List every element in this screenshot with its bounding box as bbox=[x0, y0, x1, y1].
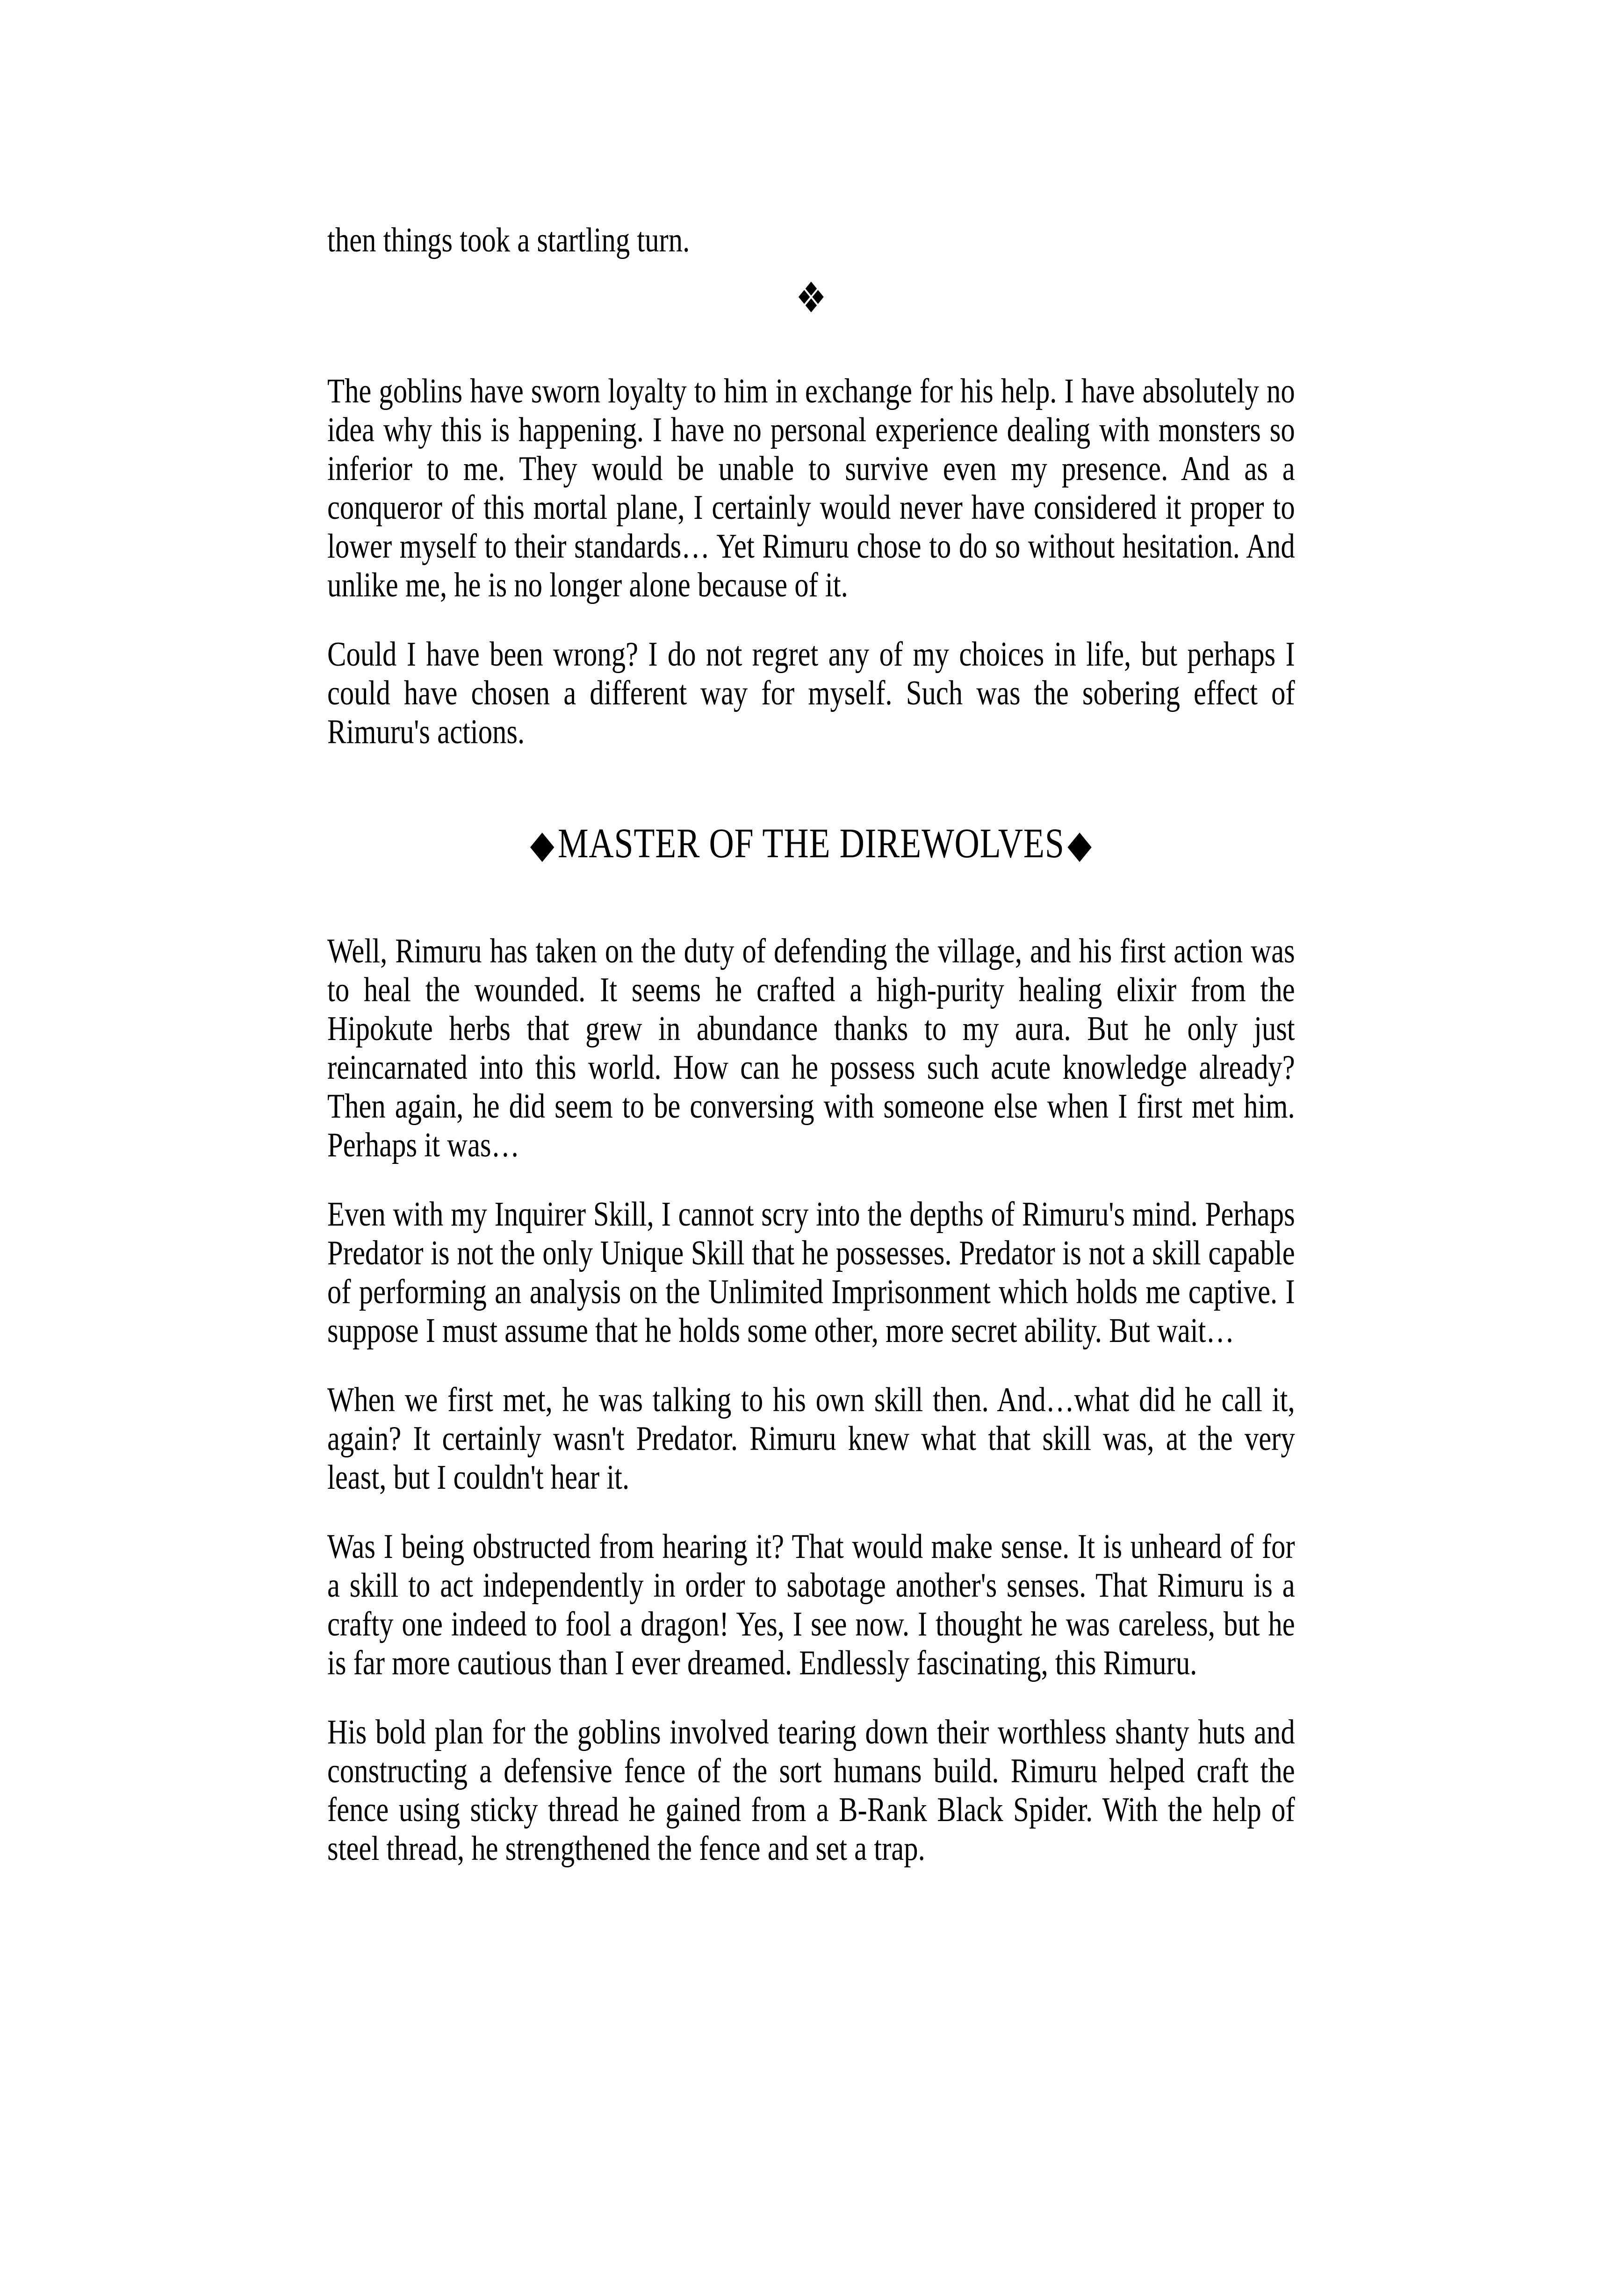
body-paragraph: Even with my Inquirer Skill, I cannot scry into the depths of Rimuru's mind. Perhaps Predator is not the only Unique Skill that he possesses. Predator is not a skill capable of performing an analysis on the Unlimited Imprisonment which holds me captive. I suppose I must assume that he holds some other, more secret ability. But wait… bbox=[327, 1195, 1295, 1350]
text-column bbox=[327, 221, 1295, 1899]
section-heading-title: MASTER OF THE DIREWOLVES bbox=[557, 820, 1065, 867]
body-paragraph: The goblins have sworn loyalty to him in exchange for his help. I have absolutely no idea why this is happening. I have no personal experience dealing with monsters so inferior to me. They would be unable to survive even my presence. And as a conqueror of this mortal plane, I certainly would never have considered it proper to lower myself to their standards… Yet Rimuru chose to do so without hesitation. And unlike me, he is no longer alone because of it. bbox=[327, 372, 1295, 604]
body-paragraph: Was I being obstructed from hearing it? That would make sense. It is unheard of for a skill to act independently in order to sabotage another's senses. That Rimuru is a crafty one indeed to fool a dragon! Yes, I see now. I thought he was careless, but he is far more cautious than I ever dreamed. Endlessly fascinating, this Rimuru. bbox=[327, 1528, 1295, 1682]
body-paragraph: Could I have been wrong? I do not regret any of my choices in life, but perhaps I could have chosen a different way for myself. Such was the sobering effect of Rimuru's actions. bbox=[327, 635, 1295, 751]
continuation-line: then things took a startling turn. bbox=[327, 221, 690, 259]
section-break bbox=[327, 273, 1295, 323]
diamond-icon: ◆ bbox=[1067, 822, 1092, 867]
four-diamond-ornament-icon: ❖ bbox=[795, 273, 827, 323]
section-heading bbox=[327, 819, 1295, 869]
body-paragraph: When we first met, he was talking to his own skill then. And…what did he call it, again? It certainly wasn't Predator. Rimuru knew what that skill was, at the very least, but I couldn't hear it. bbox=[327, 1381, 1295, 1497]
body-paragraph: His bold plan for the goblins involved tearing down their worthless shanty huts and constructing a defensive fence of the sort humans build. Rimuru helped craft the fence using sticky thread he gained from a B-Rank Black Spider. With the help of steel thread, he strengthened the fence and set a trap. bbox=[327, 1713, 1295, 1868]
body-paragraph: Well, Rimuru has taken on the duty of defending the village, and his first action was to heal the wounded. It seems he crafted a high-purity healing elixir from the Hipokute herbs that grew in abundance thanks to my aura. But he only just reincarnated into this world. How can he possess such acute knowledge already? Then again, he did seem to be conversing with someone else when I first met him. Perhaps it was… bbox=[327, 932, 1295, 1164]
diamond-icon: ◆ bbox=[530, 822, 555, 867]
